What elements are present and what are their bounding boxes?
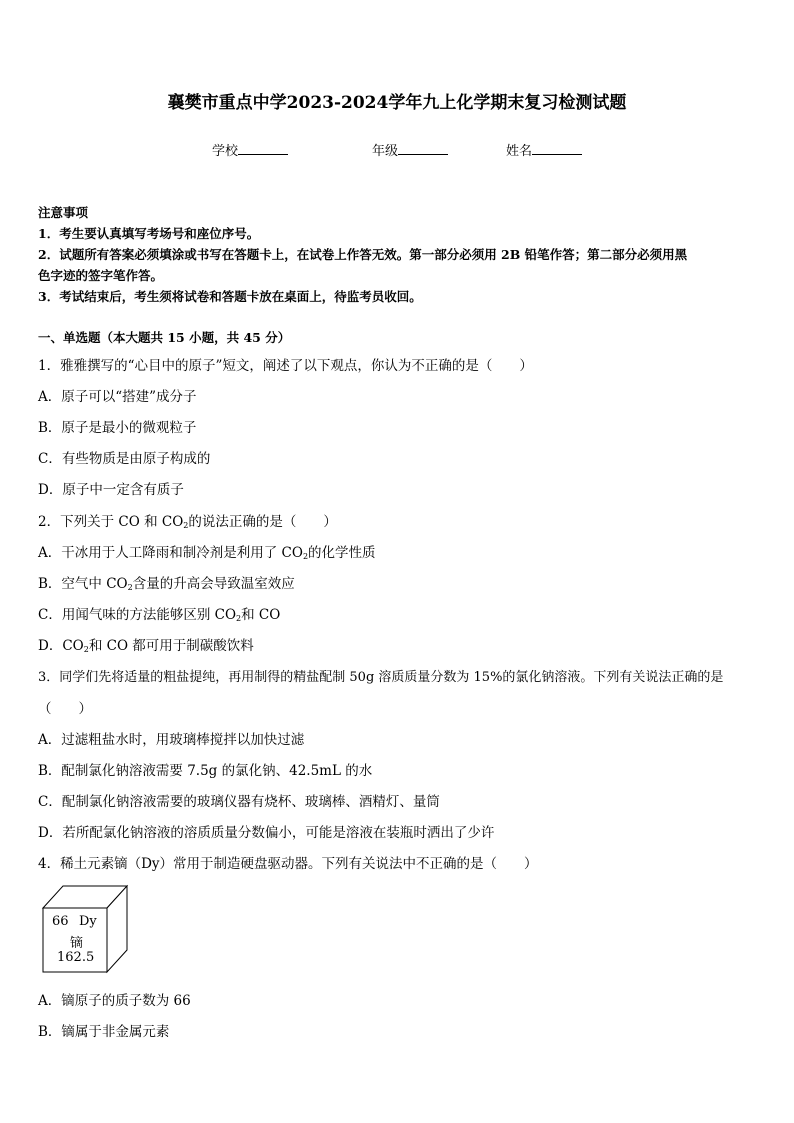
- exam-title: 襄樊市重点中学2023-2024学年九上化学期末复习检测试题: [167, 93, 627, 113]
- atomic-mass: 162.5: [57, 950, 95, 965]
- q3-option-b: B．配制氯化钠溶液需要 7.5g 的氯化钠、42.5mL 的水: [38, 763, 373, 779]
- school-field[interactable]: [212, 140, 288, 159]
- q1-option-a: A．原子可以“搭建”成分子: [38, 389, 197, 405]
- notice-heading: 注意事项: [38, 205, 89, 220]
- grade-field[interactable]: [372, 140, 448, 159]
- q2-option-c: C．用闻气味的方法能够区别 $CO_2$和 CO: [38, 607, 281, 623]
- q3-option-d: D．若所配氯化钠溶液的溶质质量分数偏小，可能是溶液在装瓶时洒出了少许: [38, 825, 495, 841]
- question-2-stem: 2．下列关于 CO 和 $CO_2$的说法正确的是（ ）: [38, 514, 337, 530]
- school-label: 学校: [212, 144, 239, 159]
- notice-item: 3．考试结束后，考生须将试卷和答题卡放在桌面上，待监考员收回。: [38, 289, 422, 304]
- name-field[interactable]: [506, 140, 582, 159]
- question-3-stem: 3．同学们先将适量的粗盐提纯，再用制得的精盐配制 50g 溶质质量分数为 15%的氯化钠溶液。下列有关说法正确的是: [38, 670, 724, 685]
- q3-option-a: A．过滤粗盐水时，用玻璃棒搅拌以加快过滤: [38, 732, 305, 748]
- notice-item: 2．试题所有答案必须填涂或书写在答题卡上，在试卷上作答无效。第一部分必须用 2B 铅笔作答；第二部分必须用黑: [38, 247, 688, 262]
- school-input-line[interactable]: [238, 142, 288, 155]
- grade-label: 年级: [372, 144, 399, 159]
- notice-item: 色字迹的签字笔作答。: [38, 268, 164, 283]
- question-3-stem-cont: （ ）: [38, 701, 92, 717]
- atomic-number: 66: [52, 914, 69, 929]
- grade-input-line[interactable]: [398, 142, 448, 155]
- name-input-line[interactable]: [532, 142, 582, 155]
- q1-option-c: C．有些物质是由原子构成的: [38, 451, 211, 467]
- q2-option-d: D．$CO_2$和 CO 都可用于制碳酸饮料: [38, 638, 254, 654]
- question-4-stem: 4．稀土元素镝（Dy）常用于制造硬盘驱动器。下列有关说法中不正确的是（ ）: [38, 856, 538, 872]
- q4-option-a: A．镝原子的质子数为 66: [38, 993, 191, 1009]
- q1-option-b: B．原子是最小的微观粒子: [38, 420, 197, 436]
- q3-option-c: C．配制氯化钠溶液需要的玻璃仪器有烧杯、玻璃棒、酒精灯、量筒: [38, 794, 440, 810]
- notice-item: 1．考生要认真填写考场号和座位序号。: [38, 226, 260, 241]
- question-1-stem: 1．雅雅撰写的“心目中的原子”短文，阐述了以下观点，你认为不正确的是（ ）: [38, 358, 533, 374]
- q4-option-b: B．镝属于非金属元素: [38, 1024, 170, 1040]
- name-label: 姓名: [506, 144, 533, 159]
- q1-option-d: D．原子中一定含有质子: [38, 482, 184, 498]
- section-heading: 一、单选题（本大题共 15 小题，共 45 分）: [38, 330, 291, 345]
- q2-option-a: A．干冰用于人工降雨和制冷剂是利用了 $CO_2$的化学性质: [38, 545, 376, 561]
- element-symbol: Dy: [79, 914, 97, 929]
- element-name: 镝: [70, 936, 84, 951]
- q2-option-b: B．空气中 $CO_2$含量的升高会导致温室效应: [38, 576, 295, 592]
